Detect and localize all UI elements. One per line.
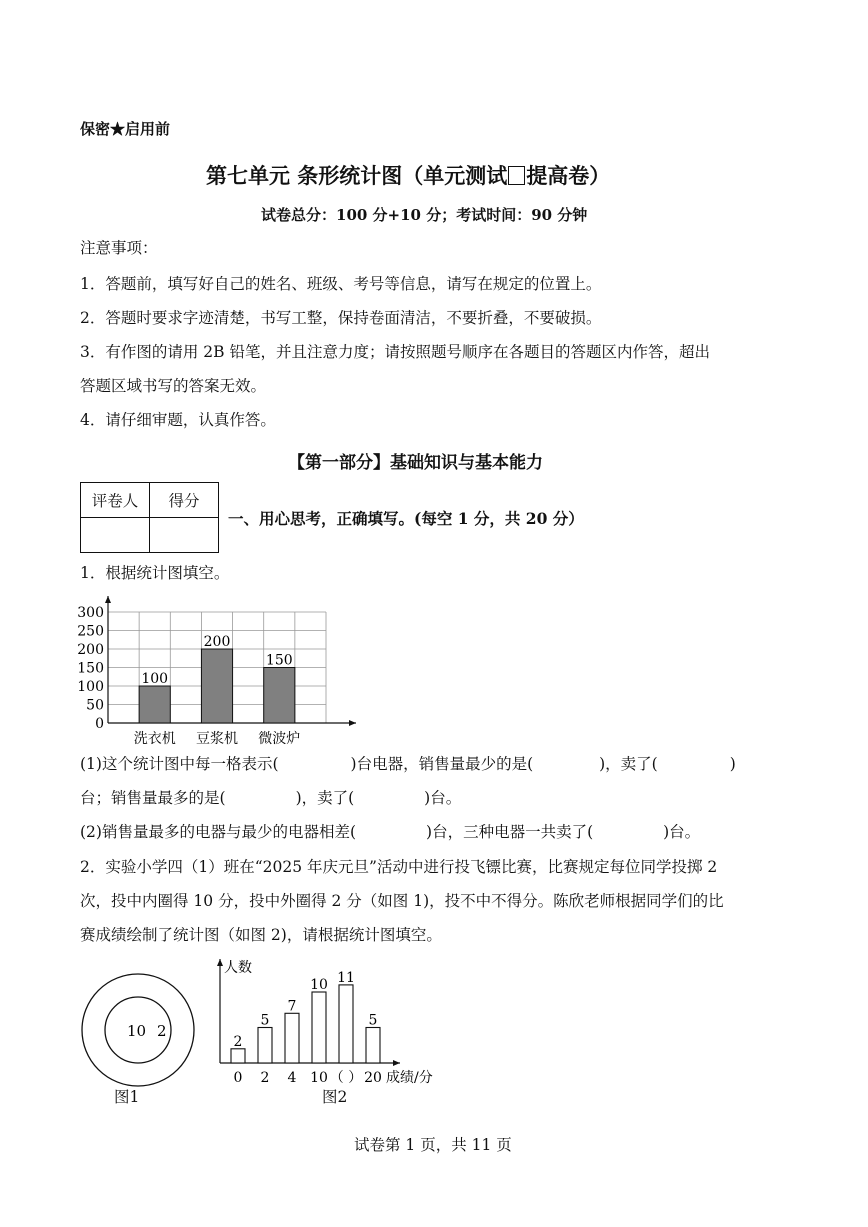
- notice-item: 4．请仔细审题，认真作答。: [80, 411, 276, 429]
- q1-text: ): [729, 755, 736, 773]
- chart-labels: [224, 959, 433, 1085]
- data-label: 100: [141, 671, 169, 687]
- y-tick-label: 0: [95, 716, 104, 732]
- q1-text: 台；销售量最多的是(: [80, 789, 226, 807]
- page-footer: 试卷第 1 页，共 11 页: [354, 1136, 512, 1154]
- score-table: [80, 482, 219, 553]
- x-tick-label: 0: [233, 1070, 243, 1085]
- y-tick-label: 150: [77, 660, 104, 677]
- y-axis-arrow: [105, 596, 111, 603]
- notice-heading: 注意事项：: [80, 239, 158, 257]
- part-heading: 一、用心思考，正确填写。(每空 1 分，共 20 分）: [228, 509, 584, 528]
- outer-ring-score: 2: [157, 1022, 167, 1040]
- data-label: 11: [337, 969, 355, 986]
- bar: [366, 1028, 380, 1064]
- x-tick-label: 4: [287, 1070, 297, 1085]
- data-label: 7: [287, 998, 297, 1015]
- notice-item: 1．答题前，填写好自己的姓名、班级、考号等信息，请写在规定的位置上。: [80, 275, 602, 293]
- question-1-prompt: 1．根据统计图填空。: [80, 564, 230, 582]
- notice-item: 答题区域书写的答案无效。: [80, 377, 267, 395]
- x-tick-label: 10: [310, 1070, 328, 1085]
- q1-text: (2)销售量最多的电器与最少的电器相差(: [80, 823, 357, 841]
- x-tick-label: 豆浆机: [196, 731, 238, 747]
- q1-text: )台电器，销售量最少的是(: [350, 755, 534, 773]
- q1-text: (1)这个统计图中每一格表示(: [80, 755, 279, 773]
- bar: [312, 992, 326, 1063]
- bar: [231, 1049, 245, 1063]
- section-title: 【第一部分】基础知识与基本能力: [288, 453, 543, 473]
- x-tick-label: 微波炉: [258, 731, 301, 747]
- data-label: 10: [310, 977, 328, 993]
- y-tick-label: 100: [77, 679, 104, 695]
- bar: [339, 985, 353, 1063]
- x-tick-label: （ ）: [329, 1070, 363, 1085]
- dartboard-figure: [78, 970, 198, 1090]
- bar: [139, 686, 170, 723]
- notice-item: 2．答题时要求字迹清楚，书写工整，保持卷面清洁，不要折叠，不要破损。: [80, 309, 602, 327]
- question-1-part-1: [80, 747, 790, 815]
- figure-1-caption: 图1: [114, 1088, 140, 1106]
- data-label: 200: [203, 634, 231, 650]
- figure-2-caption: 图2: [322, 1088, 348, 1106]
- y-tick-label: 250: [77, 623, 104, 640]
- y-axis-label: 人数: [224, 960, 252, 976]
- question-1-part-2: [80, 815, 790, 849]
- q1-text: )台。: [424, 789, 462, 807]
- x-axis-label: 成绩/分: [386, 1070, 433, 1085]
- y-tick-label: 50: [86, 697, 104, 714]
- q1-text: )，卖了(: [599, 755, 658, 773]
- confidential-mark: 保密★启用前: [80, 120, 171, 138]
- bar: [258, 1028, 272, 1064]
- bar: [264, 668, 295, 724]
- bar: [285, 1013, 299, 1063]
- title-end: 提高卷）: [526, 163, 611, 188]
- x-axis-arrow: [393, 1060, 400, 1066]
- q1-text: )台。: [663, 823, 701, 841]
- title-main: 第七单元 条形统计图（单元测试: [206, 163, 508, 188]
- score-table-grader-header: 评卷人: [81, 483, 150, 518]
- q1-text: )台，三种电器一共卖了(: [426, 823, 594, 841]
- x-tick-label: 洗衣机: [133, 731, 176, 747]
- sales-bar-chart: [70, 588, 370, 748]
- data-label: 5: [260, 1012, 270, 1029]
- x-tick-label: 2: [260, 1070, 270, 1085]
- grader-cell[interactable]: [81, 518, 150, 553]
- page-title: [206, 160, 610, 190]
- exam-info: 试卷总分：100 分+10 分；考试时间：90 分钟: [261, 206, 588, 224]
- question-2-line: 赛成绩绘制了统计图（如图 2)，请根据统计图填空。: [80, 926, 442, 944]
- data-label: 5: [368, 1012, 378, 1029]
- title-box-glyph: [508, 166, 525, 185]
- score-bar-chart: [208, 955, 458, 1085]
- question-2-line: 次，投中内圈得 10 分，投中外圈得 2 分（如图 1)，投不中不得分。陈欣老师根据同学们的比: [80, 892, 724, 910]
- y-tick-label: 300: [77, 605, 104, 621]
- data-label: 2: [233, 1033, 243, 1050]
- y-tick-label: 200: [77, 642, 104, 658]
- y-axis-arrow: [217, 959, 223, 966]
- x-axis-arrow: [349, 720, 356, 726]
- question-2-line: 2．实验小学四（1）班在“2025 年庆元旦”活动中进行投飞镖比赛，比赛规定每位同学投掷 2: [80, 858, 718, 876]
- q1-text: )，卖了(: [295, 789, 355, 807]
- data-label: 150: [265, 652, 293, 669]
- notice-item: 3．有作图的请用 2B 铅笔，并且注意力度；请按照题号顺序在各题目的答题区内作答，超出: [80, 343, 710, 361]
- inner-ring-score: 10: [127, 1022, 147, 1040]
- bar: [201, 649, 232, 723]
- score-table-score-header: 得分: [150, 483, 219, 518]
- chart-bars: [231, 985, 380, 1063]
- score-cell[interactable]: [150, 518, 219, 553]
- x-tick-label: 20: [364, 1070, 382, 1085]
